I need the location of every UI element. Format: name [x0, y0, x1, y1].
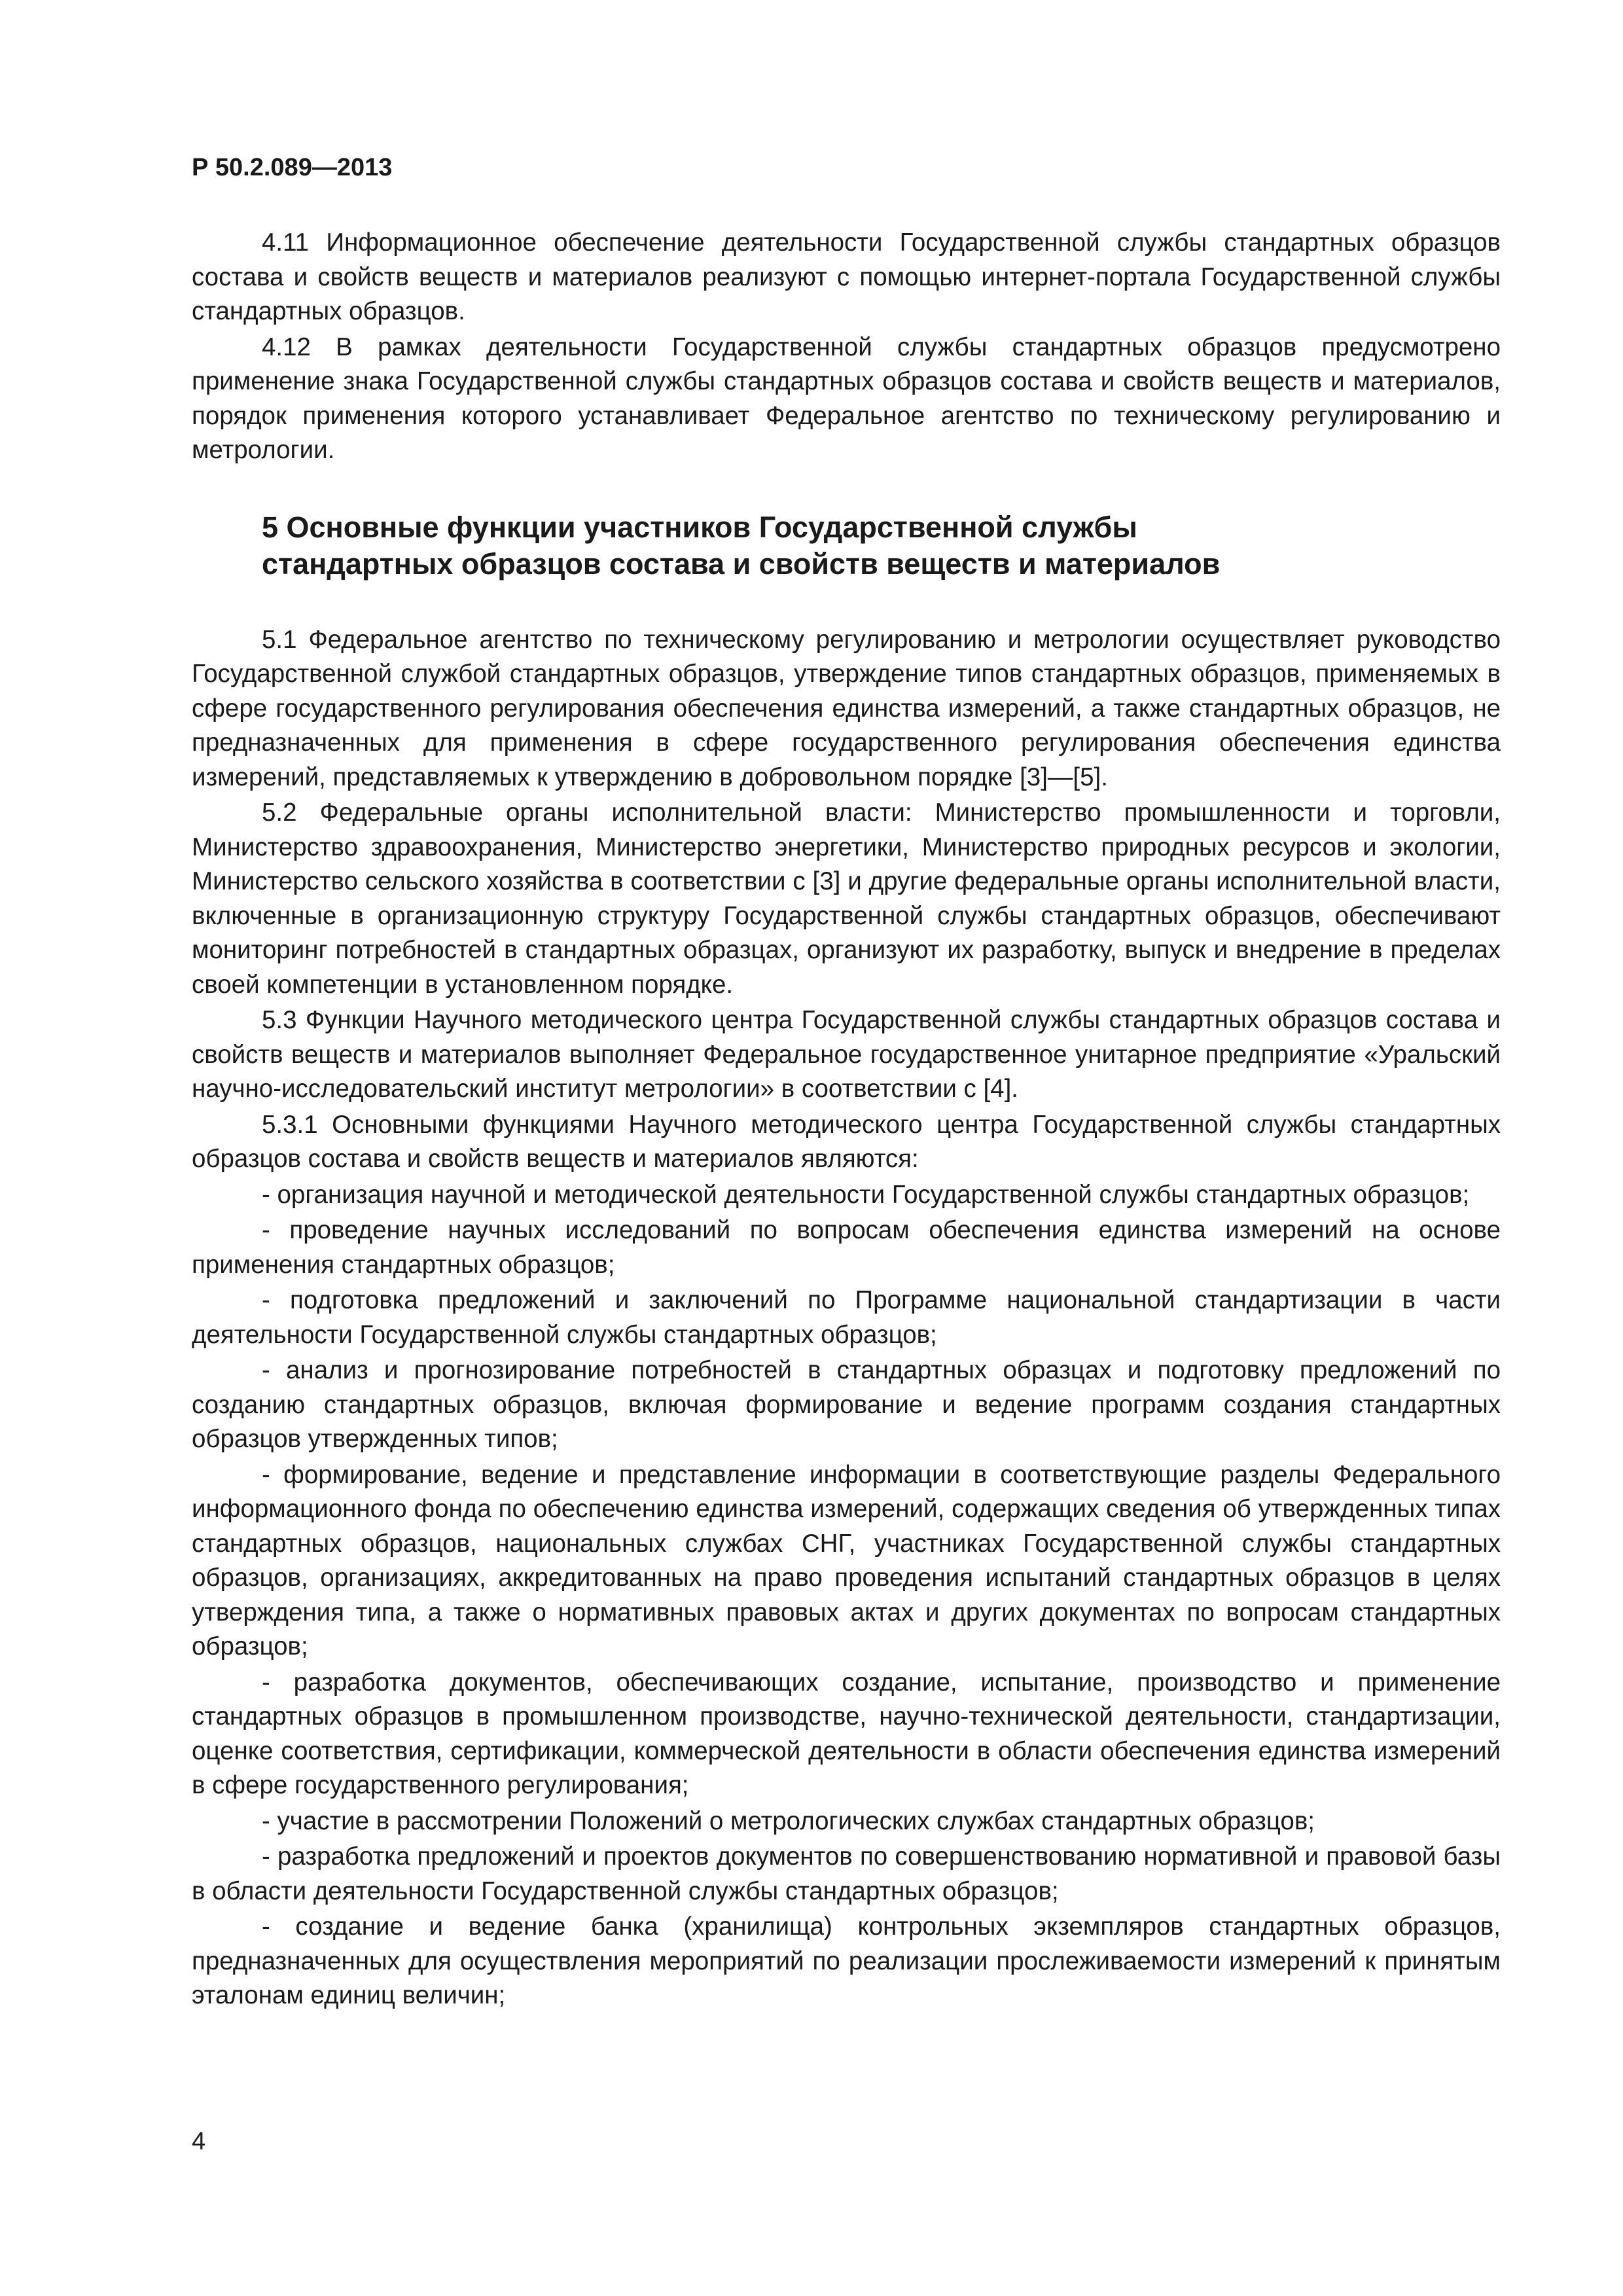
list-item: - разработка предложений и проектов документов по совершенствованию нормативной и правовой базы в области деятельности Государственной службы стандартных образцов; — [192, 1842, 1501, 1905]
paragraph-5-2: 5.2 Федеральные органы исполнительной власти: Министерство промышленности и торговли, Министерство здравоохранения, Министерство энергетики, Министерство природных ресурсов и экологии, Министерство сельского хозяйства в соответствии с [3] и другие федеральные органы исполнительной власти, включенные в организационную структуру Государственной службы стандартных образцов, обеспечивают мониторинг потребностей в стандартных образцах, организуют их разработку, выпуск и внедрение в пределах своей компетенции в установленном порядке. — [192, 798, 1501, 999]
paragraph-5-1: 5.1 Федеральное агентство по техническому регулированию и метрологии осуществляет руководство Государственной службой стандартных образцов, утверждение типов стандартных образцов, применяемых в сфере государственного регулирования обеспечения единства измерений, а также стандартных образцов, не предназначенных для применения в сфере государственного регулирования обеспечения единства измерений, представляемых к утверждению в добровольном порядке [3]—[5]. — [192, 625, 1501, 791]
list-item: - организация научной и методической деятельности Государственной службы стандартных образцов; — [262, 1180, 1470, 1209]
section-5-heading-line-1: 5 Основные функции участников Государственной службы — [262, 510, 1137, 544]
list-item: - создание и ведение банка (хранилища) контрольных экземпляров стандартных образцов, предназначенных для осуществления мероприятий по реализации прослеживаемости измерений к принятым эталонам единиц величин; — [192, 1912, 1501, 2009]
list-item: - участие в рассмотрении Положений о метрологических службах стандартных образцов; — [262, 1806, 1315, 1835]
paragraph-5-3: 5.3 Функции Научного методического центра Государственной службы стандартных образцов состава и свойств веществ и материалов выполняет Федеральное государственное унитарное предприятие «Уральский научно-исследовательский институт метрологии» в соответствии с [4]. — [192, 1006, 1501, 1103]
section-5-heading — [262, 509, 1440, 583]
document-code: Р 50.2.089—2013 — [192, 154, 393, 181]
list-item: - подготовка предложений и заключений по Программе национальной стандартизации в части деятельности Государственной службы стандартных образцов; — [192, 1286, 1501, 1349]
paragraph-4-12: 4.12 В рамках деятельности Государственной службы стандартных образцов предусмотрено применение знака Государственной службы стандартных образцов состава и свойств веществ и материалов, порядок применения которого устанавливает Федеральное агентство по техническому регулированию и метрологии. — [192, 332, 1501, 464]
list-item: - анализ и прогнозирование потребностей в стандартных образцах и подготовку предложений по созданию стандартных образцов, включая формирование и ведение программ создания стандартных образцов утвержденных типов; — [192, 1356, 1501, 1453]
list-item: - формирование, ведение и представление информации в соответствующие разделы Федерального информационного фонда по обеспечению единства измерений, содержащих сведения об утвержденных типах стандартных образцов, национальных службах СНГ, участниках Государственной службы стандартных образцов, организациях, аккредитованных на право проведения испытаний стандартных образцов в целях утверждения типа, а также о нормативных правовых актах и других документах по вопросам стандартных образцов; — [192, 1460, 1501, 1660]
section-5-heading-line-2: стандартных образцов состава и свойств веществ и материалов — [262, 547, 1221, 581]
paragraph-4-11: 4.11 Информационное обеспечение деятельности Государственной службы стандартных образцов состава и свойств веществ и материалов реализуют с помощью интернет-портала Государственной службы стандартных образцов. — [192, 228, 1501, 325]
page-number: 4 — [192, 2128, 206, 2155]
list-item: - разработка документов, обеспечивающих создание, испытание, производство и применение стандартных образцов в промышленном производстве, научно-технической деятельности, стандартизации, оценке соответствия, сертификации, коммерческой деятельности в области обеспечения единства измерений в сфере государственного регулирования; — [192, 1668, 1501, 1799]
paragraph-5-3-1: 5.3.1 Основными функциями Научного методического центра Государственной службы стандартных образцов состава и свойств веществ и материалов являются: — [192, 1110, 1501, 1173]
list-item: - проведение научных исследований по вопросам обеспечения единства измерений на основе применения стандартных образцов; — [192, 1216, 1501, 1279]
document-page — [192, 151, 1501, 2015]
